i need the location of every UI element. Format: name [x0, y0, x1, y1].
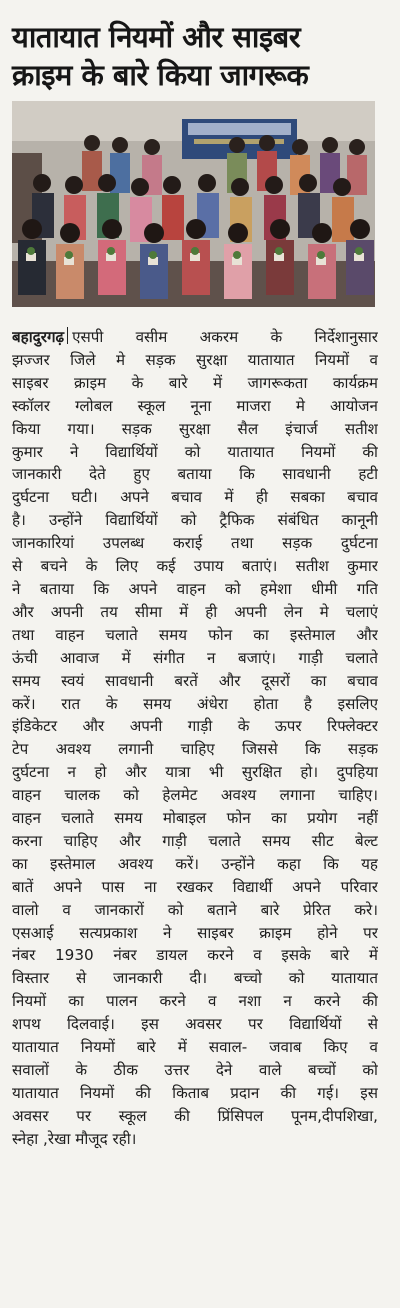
article-line: सवालों के ठीक उत्तर देने वाले बच्चों को [12, 1061, 378, 1079]
article-line: करना चाहिए और गाड़ी चलाते समय सीट बेल्ट [12, 831, 378, 850]
people-front-row [18, 219, 374, 299]
article-line: समय स्वयं सावधानी बरतें और दूसरों का बचाव [12, 671, 378, 690]
article-line: किया गया। सड़क सुरक्षा सैल इंचार्ज सतीश [12, 419, 378, 438]
article-line: स्कॉलर ग्लोबल स्कूल नूना माजरा मे आयोजन [12, 396, 378, 415]
article-line: एसआई सत्यप्रकाश ने साइबर क्राइम होने पर [12, 923, 378, 942]
article-line: शपथ दिलवाई। इस अवसर पर विद्यार्थियों से [12, 1015, 378, 1034]
article-line: ने बताया कि अपने वाहन को हमेशा धीमी गति [12, 579, 378, 598]
article-first-line [12, 326, 378, 349]
article-line: जानकारियां उपलब्ध कराई तथा सड़क दुर्घटना [12, 534, 378, 553]
article-line: यातायात नियमों की किताब प्रदान की गई। इस [12, 1083, 378, 1102]
article-line: ऊंची आवाज में संगीत न बजाएं। गाड़ी चलाते [12, 648, 378, 667]
dateline: बहादुरगढ़ [12, 328, 65, 346]
article-lines [12, 349, 378, 1151]
article-line: है। उन्होंने विद्यार्थियों को ट्रैफिक संबंधित कानूनी [12, 511, 378, 530]
article-line: का इस्तेमाल अवश्य करें। उन्होंने कहा कि यह [12, 854, 378, 873]
article-line: बातें अपने पास ना रखकर विद्यार्थी अपने परिवार [12, 877, 378, 896]
article-line: वालो व जानकारों को बताने बारे प्रेरित करे। [12, 900, 378, 919]
article-line: वाहन चालक को हेलमेट अवश्य लगाना चाहिए। [12, 786, 378, 805]
article-line: वाहन चलाते समय मोबाइल फोन का प्रयोग नहीं [12, 809, 378, 828]
article-line: विस्तार से जानकारी दी। बच्चो को यातायात [12, 969, 378, 988]
article-line: जानकारी देते हुए बताया कि सावधानी हटी [12, 465, 378, 484]
headline-line-1: यातायात नियमों और साइबर [12, 20, 301, 54]
article-line: अवसर पर स्कूल की प्रिंसिपल पूनम,दीपशिखा, [12, 1106, 378, 1125]
article-body [12, 326, 378, 1151]
article-photo [12, 101, 375, 307]
article-line: तथा वाहन चलाते समय फोन का इस्तेमाल और [12, 625, 378, 644]
group-photo-illustration [12, 101, 375, 307]
article-line: और अपनी तय सीमा में ही अपनी लेन मे चलाएं [12, 602, 378, 621]
article-line: इंडिकेटर और अपनी गाड़ी के ऊपर रिफ्लेक्टर [12, 717, 378, 736]
article-line: नियमों का पालन करने व नशा न करने की [12, 992, 378, 1011]
article-line: नंबर 1930 नंबर डायल करने व इसके बारे में [12, 946, 378, 965]
article-line: साइबर क्राइम के बारे में जागरूकता कार्यक्रम [12, 373, 378, 392]
article-line: दुर्घटना न हो और यात्रा भी सुरक्षित हो। दुपहिया [12, 763, 378, 782]
dateline-separator [67, 327, 68, 344]
article-line: करें। रात के समय अंधेरा होता है इसलिए [12, 694, 378, 713]
article-line: यातायात नियमों बारे में सवाल- जवाब किए व [12, 1038, 378, 1057]
article-line: कुमार ने विद्यार्थियों को यातायात नियमों की [12, 442, 378, 461]
article-line: स्नेहा ,रेखा मौजूद रही। [12, 1129, 137, 1148]
article-line: से बचने के लिए कई उपाय बताएं। सतीश कुमार [12, 557, 378, 576]
article-line: टेप अवश्य लगानी चाहिए जिससे कि सड़क [12, 740, 378, 759]
article-line: दुर्घटना घटी। अपने बचाव में ही सबका बचाव [12, 488, 378, 507]
headline-line-2: क्राइम के बारे किया जागरूक [12, 58, 309, 92]
headline [12, 18, 388, 94]
first-line-text: एसपी वसीम अकरम के निर्देशानुसार [72, 328, 378, 346]
article-line: झज्जर जिले मे सड़क सुरक्षा यातायात नियमों व [12, 350, 378, 369]
